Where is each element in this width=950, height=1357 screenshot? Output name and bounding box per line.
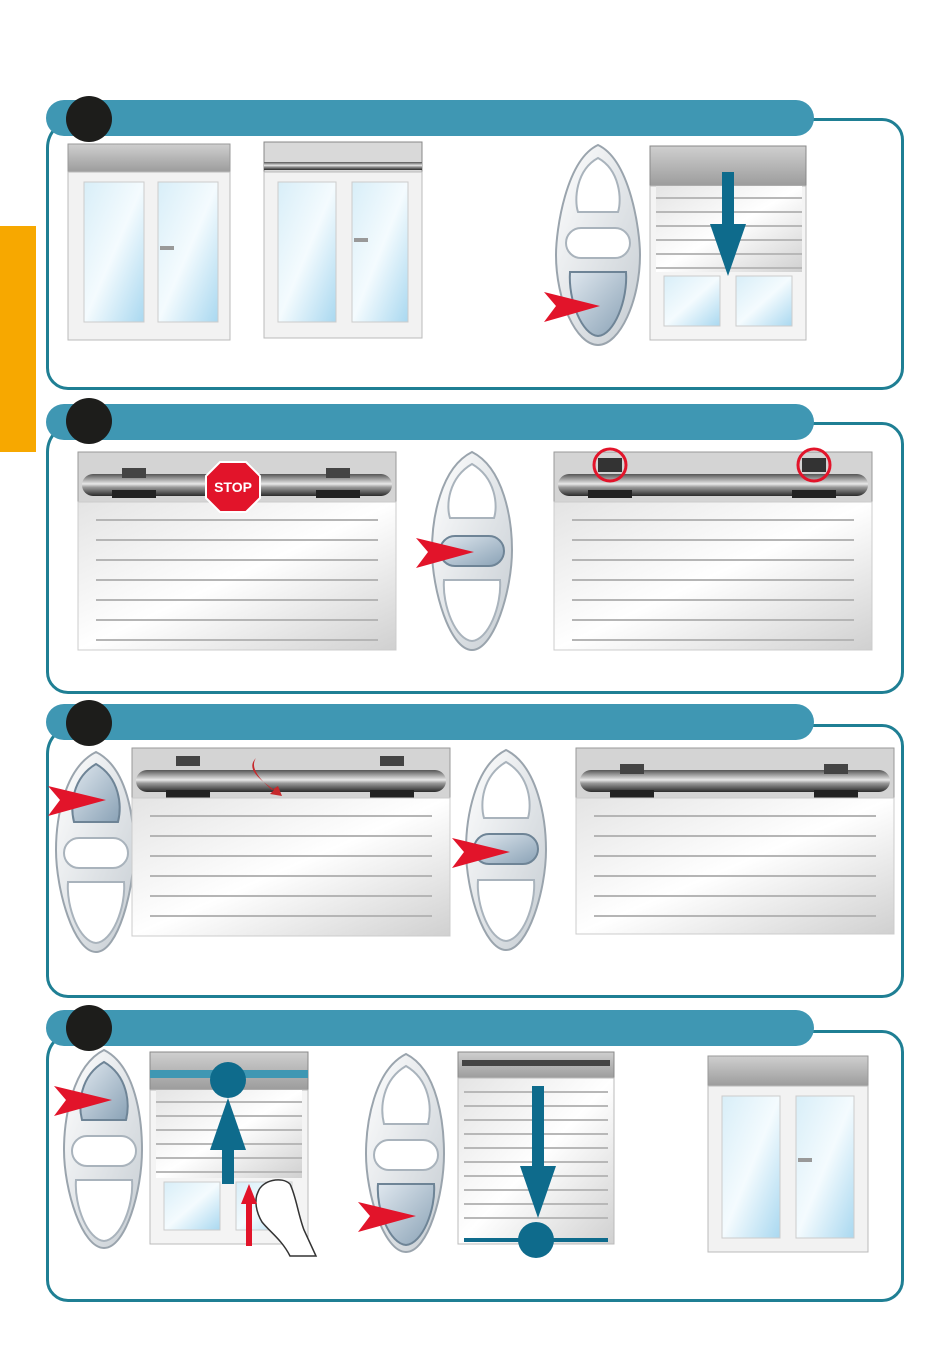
stop-sign-icon <box>206 462 260 512</box>
limit-marker-top <box>210 1062 246 1098</box>
remote-control-icon <box>64 1050 142 1248</box>
remote-control-icon <box>56 752 134 952</box>
window-final <box>708 1056 868 1252</box>
stop-sign-label: STOP <box>214 479 252 495</box>
limit-marker-bottom <box>518 1222 554 1258</box>
remote-control-icon <box>556 145 640 345</box>
roller-shutter-final <box>576 748 894 934</box>
roller-shutter-right <box>554 449 872 650</box>
window-open-shutter <box>68 144 230 340</box>
window-shutter-box <box>264 142 422 338</box>
roller-shutter-rotating <box>132 748 450 936</box>
